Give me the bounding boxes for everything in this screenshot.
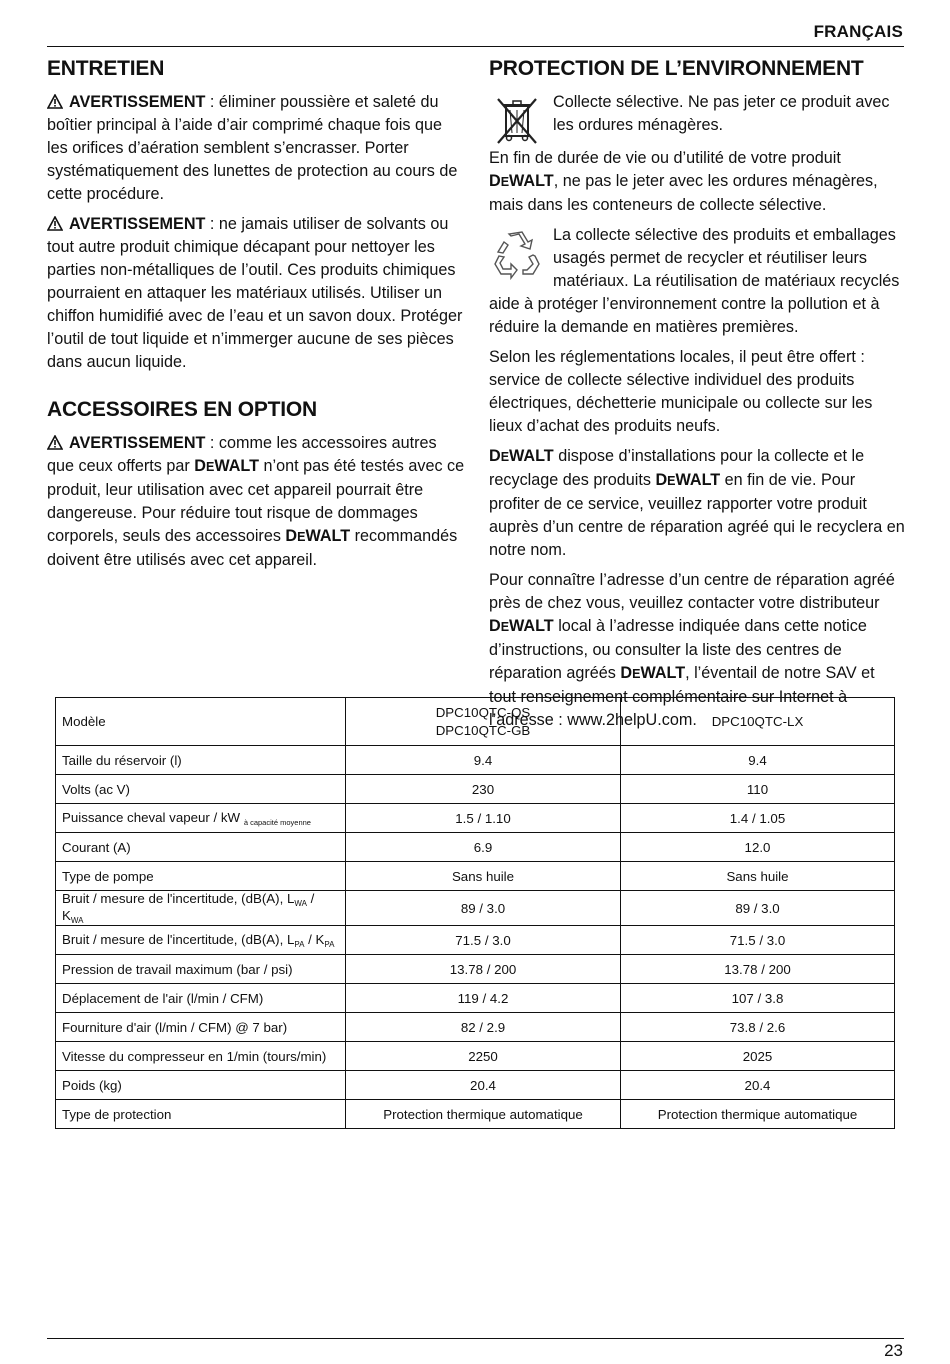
- table-header-row: [56, 698, 895, 746]
- table-row: [56, 984, 895, 1013]
- warning-text: : ne jamais utiliser de solvants ou tout autre produit chimique décapant pour nettoyer les parties non-métalliques de l’outil. Ces produits chimiques pourraient en attaquer les matériaux utilisés. Utiliser un chiffon humidifié avec de l’eau et un savon doux. Protéger l’outil de tout liquide et n’immerger aucune de ses pièces dans aucun liquide.: [47, 215, 463, 371]
- value-model-1: 2250: [346, 1042, 621, 1071]
- brand-dewalt: DEWALT: [489, 617, 554, 635]
- left-column: [47, 56, 465, 579]
- header-model-1: DPC10QTC-QS DPC10QTC-GB: [346, 698, 621, 746]
- row-label: Bruit / mesure de l'incertitude, (dB(A), $L_{PA} / K_{PA}$: [56, 926, 346, 955]
- value-model-1: Sans huile: [346, 862, 621, 891]
- brand-dewalt: DEWALT: [489, 447, 554, 465]
- crossed-bin-icon: [489, 93, 545, 147]
- entretien-heading: ENTRETIEN: [47, 57, 165, 80]
- warning-text: : éliminer poussière et saleté du boîtier principal à l’aide d’air comprimé chaque fois que les orifices d’aération semblent s’encrasser. Porter systématiquement des lunettes de protection au cours de cette procédure.: [47, 93, 458, 203]
- row-label: Pression de travail maximum (bar / psi): [56, 955, 346, 984]
- brand-dewalt: DEWALT: [620, 664, 686, 682]
- row-label: Type de protection: [56, 1100, 346, 1129]
- value-model-1: 9.4: [346, 746, 621, 775]
- table-row: [56, 1100, 895, 1129]
- table-row: [56, 955, 895, 984]
- value-model-1: 6.9: [346, 833, 621, 862]
- value-model-2: 9.4: [621, 746, 895, 775]
- table-row: [56, 862, 895, 891]
- environment-para-3: La collecte sélective des produits et emballages usagés permet de recycler et réutiliser leurs matériaux. La réutilisation de matériaux recyclés aide à protéger l’environnement contre la pollution et à réduire la demande en matières premières.: [489, 226, 900, 336]
- bottom-divider: [47, 1338, 904, 1339]
- specifications-table: [55, 697, 895, 1129]
- value-model-2: 12.0: [621, 833, 895, 862]
- value-model-2: 20.4: [621, 1071, 895, 1100]
- table-row: [56, 1013, 895, 1042]
- row-label: Fourniture d'air (l/min / CFM) @ 7 bar): [56, 1013, 346, 1042]
- value-model-2: 73.8 / 2.6: [621, 1013, 895, 1042]
- table-row: [56, 746, 895, 775]
- warning-triangle-icon: [47, 94, 63, 109]
- right-column: [489, 56, 905, 739]
- accessoires-heading: ACCESSOIRES EN OPTION: [47, 398, 318, 421]
- table-row: [56, 833, 895, 862]
- value-model-2: 89 / 3.0: [621, 891, 895, 926]
- value-model-2: 71.5 / 3.0: [621, 926, 895, 955]
- table-row: [56, 804, 895, 833]
- warning-text: n’ont pas été testés avec ce produit, leur utilisation avec cet appareil pourrait être dangereuse. Pour réduire tout risque de dommages corporels, seuls des accessoires: [47, 457, 465, 545]
- table-row: [56, 891, 895, 926]
- warning-triangle-icon: [47, 216, 63, 231]
- warning-text: : comme les accessoires autres que ceux offerts par: [47, 434, 437, 475]
- value-model-2: Protection thermique automatique: [621, 1100, 895, 1129]
- entretien-warning-2: [47, 213, 465, 374]
- environment-para-2: En fin de durée de vie ou d’utilité de votre produit DEWALT, ne pas le jeter avec les ordures ménagères, mais dans les conteneurs de collecte sélective.: [489, 149, 878, 214]
- row-label: Type de pompe: [56, 862, 346, 891]
- row-label: Déplacement de l'air (l/min / CFM): [56, 984, 346, 1013]
- entretien-warning-1: [47, 91, 465, 206]
- table-row: [56, 926, 895, 955]
- table-row: [56, 1071, 895, 1100]
- value-model-2: Sans huile: [621, 862, 895, 891]
- environment-para-6: Pour connaître l’adresse d’un centre de réparation agréé près de chez vous, veuillez contacter votre distributeur DEWALT local à l’adresse indiquée dans cette notice d’instructions, ou consulter la liste des centres de réparation agréés DEWALT, l’éventail de notre SAV et tout renseignement complémentaire sur Internet à l’adresse : www.2helpU.com.: [489, 571, 895, 729]
- warning-label: AVERTISSEMENT: [69, 434, 206, 452]
- value-model-1: 82 / 2.9: [346, 1013, 621, 1042]
- value-model-1: Protection thermique automatique: [346, 1100, 621, 1129]
- row-label: Vitesse du compresseur en 1/min (tours/min): [56, 1042, 346, 1071]
- header-label: Modèle: [56, 698, 346, 746]
- warning-text: recommandés doivent être utilisés avec cet appareil.: [47, 527, 458, 569]
- brand-dewalt: DEWALT: [655, 471, 721, 489]
- value-model-2: 1.4 / 1.05: [621, 804, 895, 833]
- value-model-2: 107 / 3.8: [621, 984, 895, 1013]
- row-label: Puissance cheval vapeur / kW $_{à capacité moyenne}$: [56, 804, 346, 833]
- environment-para-5: DEWALT dispose d’installations pour la collecte et le recyclage des produits DEWALT en fin de vie. Pour profiter de ce service, veuillez rapporter votre produit auprès d’un centre de réparation agréé qui le recyclera en notre nom.: [489, 447, 905, 559]
- value-model-1: 230: [346, 775, 621, 804]
- value-model-1: 13.78 / 200: [346, 955, 621, 984]
- language-header: FRANÇAIS: [813, 22, 903, 41]
- row-label: Poids (kg): [56, 1071, 346, 1100]
- row-label: Bruit / mesure de l'incertitude, (dB(A), $L_{WA} / K_{WA}$: [56, 891, 346, 926]
- value-model-2: 2025: [621, 1042, 895, 1071]
- environment-para-4: Selon les réglementations locales, il peut être offert : service de collecte sélective individuel des produits électriques, déchetterie municipale ou collecte sur les lieux d’achat des produits neufs.: [489, 348, 873, 435]
- warning-label: AVERTISSEMENT: [69, 93, 206, 111]
- row-label: Taille du réservoir (l): [56, 746, 346, 775]
- environment-heading: PROTECTION DE L’ENVIRONNEMENT: [489, 57, 864, 80]
- page-number: 23: [884, 1341, 903, 1360]
- header-model-2: DPC10QTC-LX: [621, 698, 895, 746]
- value-model-1: 119 / 4.2: [346, 984, 621, 1013]
- warning-label: AVERTISSEMENT: [69, 215, 206, 233]
- row-label: Courant (A): [56, 833, 346, 862]
- table-row: [56, 1042, 895, 1071]
- warning-triangle-icon: [47, 435, 63, 450]
- brand-dewalt: DEWALT: [489, 172, 554, 190]
- value-model-2: 13.78 / 200: [621, 955, 895, 984]
- value-model-2: 110: [621, 775, 895, 804]
- value-model-1: 89 / 3.0: [346, 891, 621, 926]
- brand-dewalt: DEWALT: [194, 457, 259, 475]
- brand-dewalt: DEWALT: [285, 527, 351, 545]
- value-model-1: 1.5 / 1.10: [346, 804, 621, 833]
- accessoires-warning: [47, 432, 465, 572]
- recycle-icon: [489, 226, 545, 282]
- value-model-1: 20.4: [346, 1071, 621, 1100]
- table-row: [56, 775, 895, 804]
- row-label: Volts (ac V): [56, 775, 346, 804]
- value-model-1: 71.5 / 3.0: [346, 926, 621, 955]
- environment-para-1: Collecte sélective. Ne pas jeter ce produit avec les ordures ménagères.: [553, 93, 890, 134]
- top-divider: [47, 46, 904, 47]
